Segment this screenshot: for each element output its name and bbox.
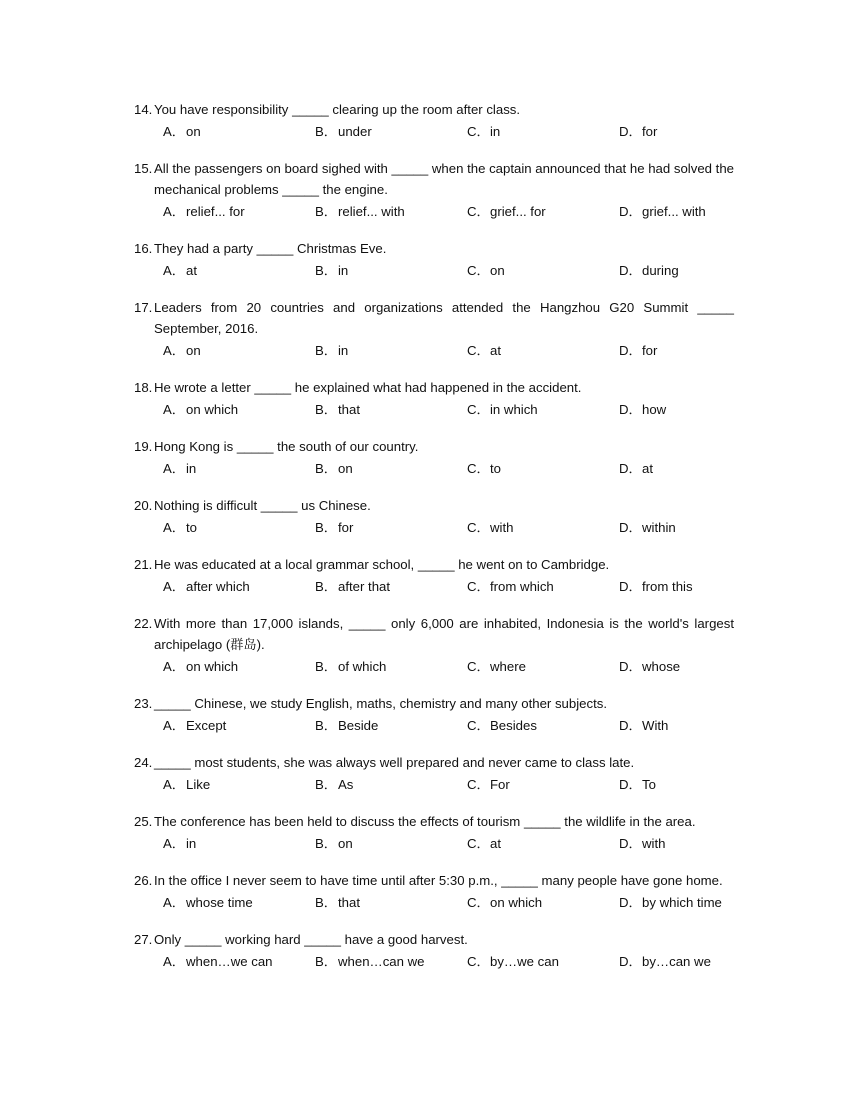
- option-text: for: [338, 520, 354, 535]
- option-text: on which: [490, 895, 543, 910]
- option-letter: B．: [315, 836, 337, 851]
- option-letter: A．: [163, 836, 185, 851]
- question-stem: [134, 870, 734, 891]
- answer-option: [467, 399, 619, 422]
- answer-option: [315, 260, 467, 283]
- option-text: For: [490, 777, 510, 792]
- question-item: [134, 811, 734, 856]
- question-number: 23.: [134, 696, 153, 711]
- option-letter: D．: [619, 263, 642, 278]
- answer-option: [619, 833, 771, 856]
- option-text: whose: [642, 659, 681, 674]
- question-text: _____ most students, she was always well prepared and never came to class late.: [154, 755, 635, 770]
- answer-option: [467, 458, 619, 481]
- question-stem: [134, 99, 734, 120]
- option-letter: C．: [467, 895, 490, 910]
- question-text: _____ Chinese, we study English, maths, chemistry and many other subjects.: [154, 696, 607, 711]
- option-letter: D．: [619, 520, 642, 535]
- question-number: 16.: [134, 241, 153, 256]
- question-item: [134, 554, 734, 599]
- option-letter: A．: [163, 204, 185, 219]
- option-letter: C．: [467, 343, 490, 358]
- option-letter: D．: [619, 659, 642, 674]
- answer-option: [315, 656, 467, 679]
- option-letter: D．: [619, 204, 642, 219]
- question-stem: [134, 554, 734, 575]
- option-letter: C．: [467, 777, 490, 792]
- option-letter: D．: [619, 461, 642, 476]
- answer-option: [163, 833, 315, 856]
- option-letter: A．: [163, 520, 185, 535]
- option-text: how: [642, 402, 667, 417]
- question-number: 19.: [134, 439, 153, 454]
- answer-options: [134, 715, 734, 738]
- answer-option: [163, 201, 315, 224]
- question-item: [134, 158, 734, 224]
- question-item: [134, 929, 734, 974]
- question-stem: [134, 436, 734, 457]
- option-letter: A．: [163, 777, 185, 792]
- option-letter: A．: [163, 954, 185, 969]
- answer-options: [134, 201, 734, 224]
- option-letter: B．: [315, 402, 337, 417]
- option-letter: B．: [315, 659, 337, 674]
- option-text: by which time: [642, 895, 722, 910]
- option-letter: B．: [315, 718, 337, 733]
- option-text: Except: [186, 718, 227, 733]
- question-item: [134, 870, 734, 915]
- answer-options: [134, 656, 734, 679]
- answer-option: [619, 260, 771, 283]
- answer-option: [619, 201, 771, 224]
- option-text: of which: [338, 659, 387, 674]
- question-stem: [134, 613, 734, 655]
- answer-option: [315, 458, 467, 481]
- question-item: [134, 99, 734, 144]
- option-text: for: [642, 124, 658, 139]
- answer-option: [315, 340, 467, 363]
- answer-option: [619, 340, 771, 363]
- option-text: from this: [642, 579, 693, 594]
- option-letter: D．: [619, 836, 642, 851]
- option-letter: D．: [619, 343, 642, 358]
- answer-options: [134, 399, 734, 422]
- answer-options: [134, 833, 734, 856]
- option-text: for: [642, 343, 658, 358]
- answer-option: [619, 576, 771, 599]
- option-letter: A．: [163, 659, 185, 674]
- option-letter: B．: [315, 343, 337, 358]
- answer-options: [134, 340, 734, 363]
- question-item: [134, 238, 734, 283]
- option-letter: B．: [315, 461, 337, 476]
- option-text: where: [490, 659, 526, 674]
- option-letter: D．: [619, 777, 642, 792]
- option-letter: D．: [619, 718, 642, 733]
- option-letter: C．: [467, 124, 490, 139]
- question-stem: [134, 297, 734, 339]
- option-letter: A．: [163, 718, 185, 733]
- option-letter: C．: [467, 954, 490, 969]
- option-text: to: [490, 461, 501, 476]
- question-text: Hong Kong is _____ the south of our country.: [154, 439, 419, 454]
- option-text: that: [338, 402, 360, 417]
- question-number: 25.: [134, 814, 153, 829]
- option-letter: B．: [315, 895, 337, 910]
- option-text: by…we can: [490, 954, 559, 969]
- answer-options: [134, 576, 734, 599]
- answer-option: [163, 458, 315, 481]
- answer-options: [134, 260, 734, 283]
- answer-option: [315, 715, 467, 738]
- answer-option: [163, 576, 315, 599]
- answer-option: [619, 517, 771, 540]
- option-text: grief... with: [642, 204, 706, 219]
- question-list: [134, 99, 734, 988]
- option-text: relief... for: [186, 204, 245, 219]
- answer-option: [467, 576, 619, 599]
- answer-option: [619, 715, 771, 738]
- question-number: 15.: [134, 161, 153, 176]
- answer-option: [467, 260, 619, 283]
- question-stem: [134, 495, 734, 516]
- question-item: [134, 495, 734, 540]
- option-text: on: [338, 461, 353, 476]
- option-letter: D．: [619, 124, 642, 139]
- answer-option: [163, 399, 315, 422]
- answer-option: [619, 892, 771, 915]
- answer-option: [315, 774, 467, 797]
- question-number: 17.: [134, 300, 153, 315]
- question-number: 27.: [134, 932, 153, 947]
- answer-option: [315, 201, 467, 224]
- answer-option: [315, 892, 467, 915]
- option-text: in: [338, 263, 349, 278]
- question-number: 18.: [134, 380, 153, 395]
- question-number: 20.: [134, 498, 153, 513]
- option-text: in: [186, 836, 197, 851]
- option-letter: B．: [315, 520, 337, 535]
- option-letter: B．: [315, 204, 337, 219]
- option-letter: B．: [315, 124, 337, 139]
- question-number: 22.: [134, 616, 153, 631]
- option-letter: D．: [619, 402, 642, 417]
- question-stem: [134, 238, 734, 259]
- answer-option: [163, 340, 315, 363]
- answer-option: [163, 774, 315, 797]
- option-letter: B．: [315, 579, 337, 594]
- question-stem: [134, 158, 734, 200]
- option-letter: C．: [467, 659, 490, 674]
- option-text: when…we can: [186, 954, 273, 969]
- option-text: grief... for: [490, 204, 546, 219]
- option-text: in: [338, 343, 349, 358]
- option-letter: D．: [619, 895, 642, 910]
- question-text: With more than 17,000 islands, _____ only 6,000 are inhabited, Indonesia is the world's largest archipelago (群岛).: [154, 616, 734, 652]
- answer-option: [467, 774, 619, 797]
- question-stem: [134, 929, 734, 950]
- answer-option: [619, 121, 771, 144]
- question-text: The conference has been held to discuss the effects of tourism _____ the wildlife in the area.: [154, 814, 696, 829]
- question-item: [134, 297, 734, 363]
- answer-option: [315, 517, 467, 540]
- option-letter: C．: [467, 836, 490, 851]
- option-letter: C．: [467, 579, 490, 594]
- answer-option: [315, 121, 467, 144]
- answer-option: [467, 951, 619, 974]
- option-letter: C．: [467, 520, 490, 535]
- answer-option: [163, 656, 315, 679]
- option-text: under: [338, 124, 372, 139]
- question-item: [134, 613, 734, 679]
- answer-option: [619, 458, 771, 481]
- answer-option: [467, 121, 619, 144]
- question-number: 21.: [134, 557, 153, 572]
- option-text: at: [490, 836, 501, 851]
- option-text: after that: [338, 579, 391, 594]
- option-letter: A．: [163, 343, 185, 358]
- answer-option: [467, 517, 619, 540]
- option-text: at: [186, 263, 197, 278]
- option-letter: B．: [315, 263, 337, 278]
- option-text: Like: [186, 777, 211, 792]
- option-text: in which: [490, 402, 538, 417]
- question-item: [134, 693, 734, 738]
- answer-option: [163, 517, 315, 540]
- question-text: Only _____ working hard _____ have a good harvest.: [154, 932, 468, 947]
- answer-option: [315, 576, 467, 599]
- option-letter: A．: [163, 579, 185, 594]
- question-number: 26.: [134, 873, 153, 888]
- option-text: on which: [186, 659, 239, 674]
- option-text: with: [490, 520, 514, 535]
- option-text: in: [186, 461, 197, 476]
- option-text: by…can we: [642, 954, 711, 969]
- option-letter: A．: [163, 124, 185, 139]
- option-text: with: [642, 836, 666, 851]
- question-number: 14.: [134, 102, 153, 117]
- answer-option: [163, 260, 315, 283]
- option-text: when…can we: [338, 954, 425, 969]
- option-text: relief... with: [338, 204, 405, 219]
- option-letter: A．: [163, 263, 185, 278]
- option-text: after which: [186, 579, 250, 594]
- answer-option: [163, 121, 315, 144]
- answer-option: [467, 715, 619, 738]
- answer-option: [163, 951, 315, 974]
- option-text: whose time: [186, 895, 253, 910]
- option-letter: C．: [467, 402, 490, 417]
- option-text: in: [490, 124, 501, 139]
- option-text: during: [642, 263, 679, 278]
- question-text: In the office I never seem to have time until after 5:30 p.m., _____ many people have gone home.: [154, 873, 723, 888]
- option-letter: A．: [163, 461, 185, 476]
- answer-options: [134, 774, 734, 797]
- answer-option: [619, 774, 771, 797]
- answer-option: [467, 892, 619, 915]
- answer-option: [619, 951, 771, 974]
- answer-option: [315, 951, 467, 974]
- option-text: that: [338, 895, 360, 910]
- option-letter: C．: [467, 718, 490, 733]
- question-text: You have responsibility _____ clearing up the room after class.: [154, 102, 521, 117]
- option-letter: B．: [315, 954, 337, 969]
- answer-option: [315, 833, 467, 856]
- option-letter: C．: [467, 204, 490, 219]
- option-letter: D．: [619, 579, 642, 594]
- option-letter: B．: [315, 777, 337, 792]
- answer-option: [467, 201, 619, 224]
- answer-options: [134, 458, 734, 481]
- question-item: [134, 752, 734, 797]
- question-text: He was educated at a local grammar school, _____ he went on to Cambridge.: [154, 557, 610, 572]
- question-text: All the passengers on board sighed with _____ when the captain announced that he had solved the mechanical problems _____ the engine.: [154, 161, 734, 197]
- question-item: [134, 377, 734, 422]
- option-letter: C．: [467, 461, 490, 476]
- question-text: He wrote a letter _____ he explained what had happened in the accident.: [154, 380, 582, 395]
- answer-options: [134, 892, 734, 915]
- option-text: Besides: [490, 718, 537, 733]
- question-text: Leaders from 20 countries and organizations attended the Hangzhou G20 Summit _____ September, 2016.: [154, 300, 734, 336]
- option-text: on which: [186, 402, 239, 417]
- answer-option: [619, 399, 771, 422]
- option-text: To: [642, 777, 656, 792]
- answer-option: [163, 892, 315, 915]
- option-text: to: [186, 520, 197, 535]
- question-item: [134, 436, 734, 481]
- answer-options: [134, 121, 734, 144]
- option-letter: D．: [619, 954, 642, 969]
- answer-option: [467, 656, 619, 679]
- answer-option: [619, 656, 771, 679]
- question-stem: [134, 752, 734, 773]
- question-text: They had a party _____ Christmas Eve.: [154, 241, 387, 256]
- question-number: 24.: [134, 755, 153, 770]
- option-text: on: [186, 343, 201, 358]
- option-text: on: [490, 263, 505, 278]
- option-letter: C．: [467, 263, 490, 278]
- option-text: As: [338, 777, 354, 792]
- option-text: from which: [490, 579, 554, 594]
- option-text: on: [186, 124, 201, 139]
- answer-option: [467, 833, 619, 856]
- option-text: With: [642, 718, 669, 733]
- question-stem: [134, 693, 734, 714]
- question-stem: [134, 811, 734, 832]
- answer-options: [134, 517, 734, 540]
- question-text: Nothing is difficult _____ us Chinese.: [154, 498, 371, 513]
- answer-option: [163, 715, 315, 738]
- option-text: at: [490, 343, 501, 358]
- question-stem: [134, 377, 734, 398]
- option-text: on: [338, 836, 353, 851]
- answer-option: [315, 399, 467, 422]
- option-letter: A．: [163, 402, 185, 417]
- option-letter: A．: [163, 895, 185, 910]
- option-text: at: [642, 461, 653, 476]
- option-text: Beside: [338, 718, 379, 733]
- answer-option: [467, 340, 619, 363]
- answer-options: [134, 951, 734, 974]
- option-text: within: [642, 520, 676, 535]
